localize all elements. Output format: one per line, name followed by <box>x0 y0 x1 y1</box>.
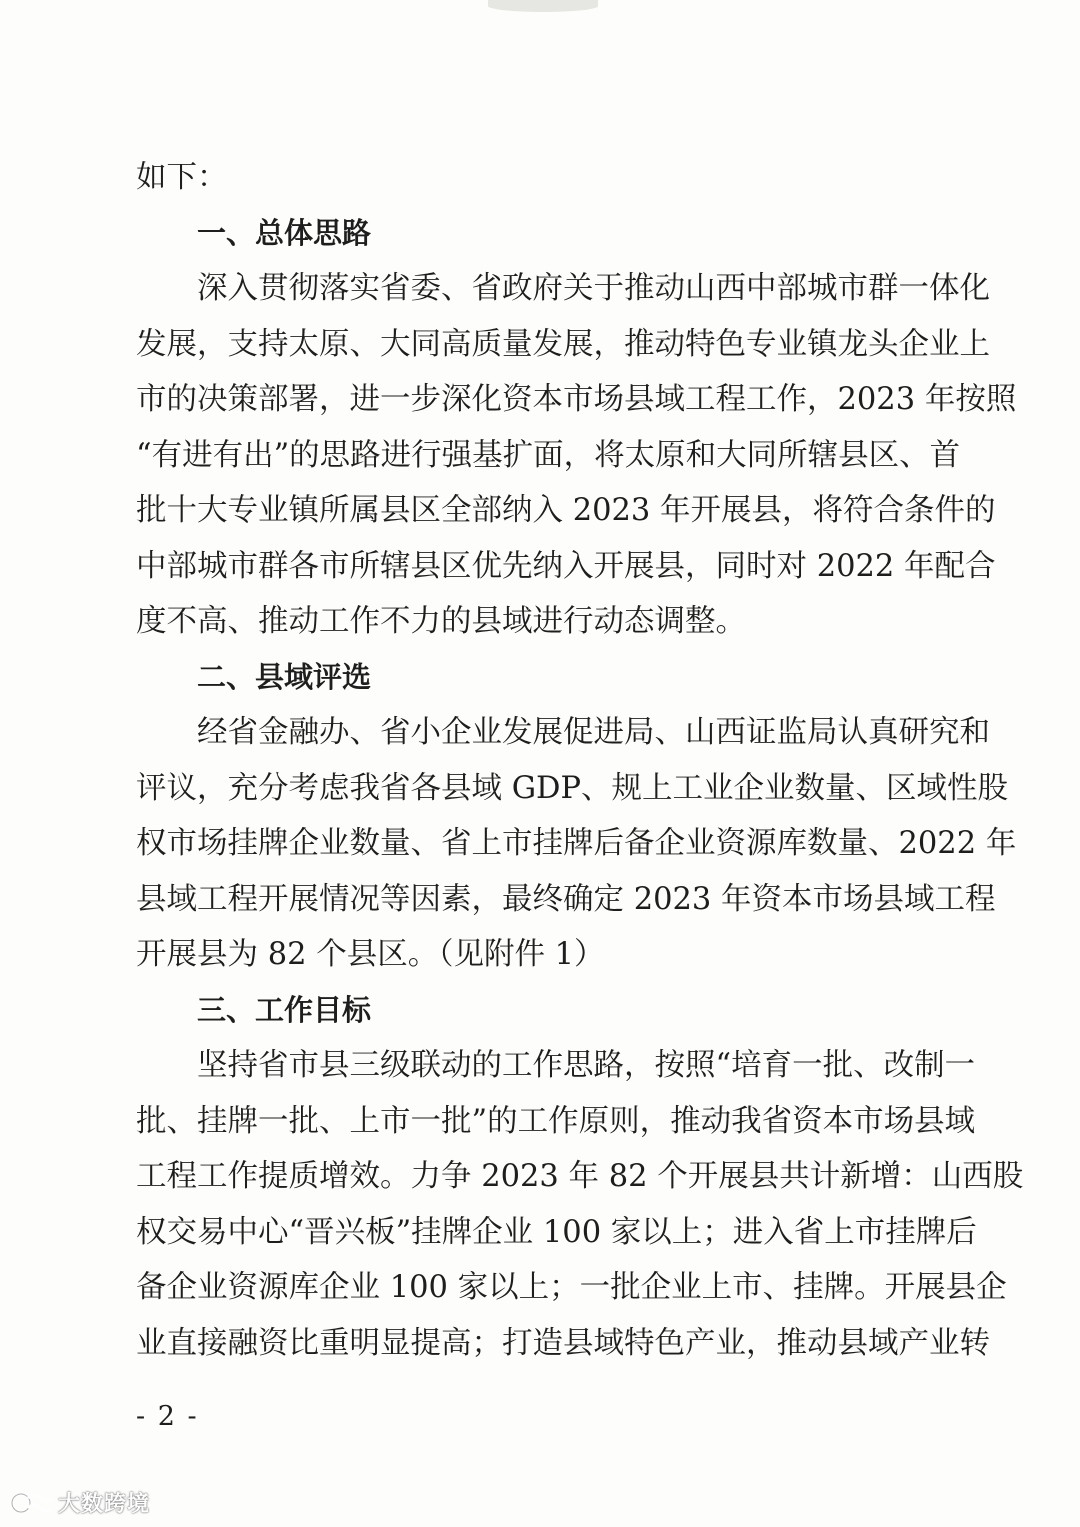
paragraph-line: 深入贯彻落实省委、省政府关于推动山西中部城市群一体化 <box>197 271 990 306</box>
intro-line: 如下： <box>136 160 228 195</box>
paragraph-line: 备企业资源库企业 100 家以上；一批企业上市、挂牌。开展县企 <box>136 1270 1007 1305</box>
paragraph-line: 批、挂牌一批、上市一批”的工作原则，推动我省资本市场县域 <box>136 1103 976 1139</box>
paragraph-line: 度不高、推动工作不力的县域进行动态调整。 <box>136 604 746 639</box>
page-number: - 2 - <box>136 1401 199 1432</box>
paragraph-line: 中部城市群各市所辖县区优先纳入开展县，同时对 2022 年配合 <box>136 548 996 584</box>
section-paragraph <box>136 261 1017 650</box>
paragraph-line: 县域工程开展情况等因素，最终确定 2023 年资本市场县域工程 <box>136 881 996 917</box>
paragraph-line: “有进有出”的思路进行强基扩面，将太原和大同所辖县区、首 <box>136 437 961 473</box>
paragraph-line: 工程工作提质增效。力争 2023 年 82 个开展县共计新增：山西股 <box>136 1159 1024 1194</box>
section-heading: 三、工作目标 <box>197 992 372 1027</box>
paragraph-line: 经省金融办、省小企业发展促进局、山西证监局认真研究和 <box>197 715 990 750</box>
paragraph-line: 权交易中心“晋兴板”挂牌企业 100 家以上；进入省上市挂牌后 <box>136 1214 977 1250</box>
paragraph-line: 业直接融资比重明显提高；打造县域特色产业，推动县域产业转 <box>136 1325 990 1361</box>
watermark-text: 大数跨境 <box>58 1492 151 1517</box>
paragraph-line: 批十大专业镇所属县区全部纳入 2023 年开展县，将符合条件的 <box>136 493 996 528</box>
section-heading: 二、县域评选 <box>197 659 372 694</box>
paragraph-line: 评议，充分考虑我省各县域 GDP、规上工业企业数量、区域性股 <box>136 770 1009 806</box>
paragraph-line: 发展，支持太原、大同高质量发展，推动特色专业镇龙头企业上 <box>136 326 990 362</box>
scan-smudge <box>488 0 598 12</box>
watermark <box>10 1487 150 1518</box>
section-paragraph <box>136 705 1017 983</box>
paragraph-line: 坚持省市县三级联动的工作思路，按照“培育一批、改制一 <box>197 1048 976 1083</box>
paragraph-line: 权市场挂牌企业数量、省上市挂牌后备企业资源库数量、2022 年 <box>136 826 1017 861</box>
section-heading: 一、总体思路 <box>197 215 372 250</box>
paragraph-line: 开展县为 82 个县区。（见附件 1） <box>136 937 605 972</box>
document-body <box>136 150 1024 1371</box>
brand-logo-icon <box>10 1490 54 1516</box>
paragraph-line: 市的决策部署，进一步深化资本市场县域工程工作，2023 年按照 <box>136 382 1017 417</box>
section-paragraph <box>136 1038 1024 1371</box>
